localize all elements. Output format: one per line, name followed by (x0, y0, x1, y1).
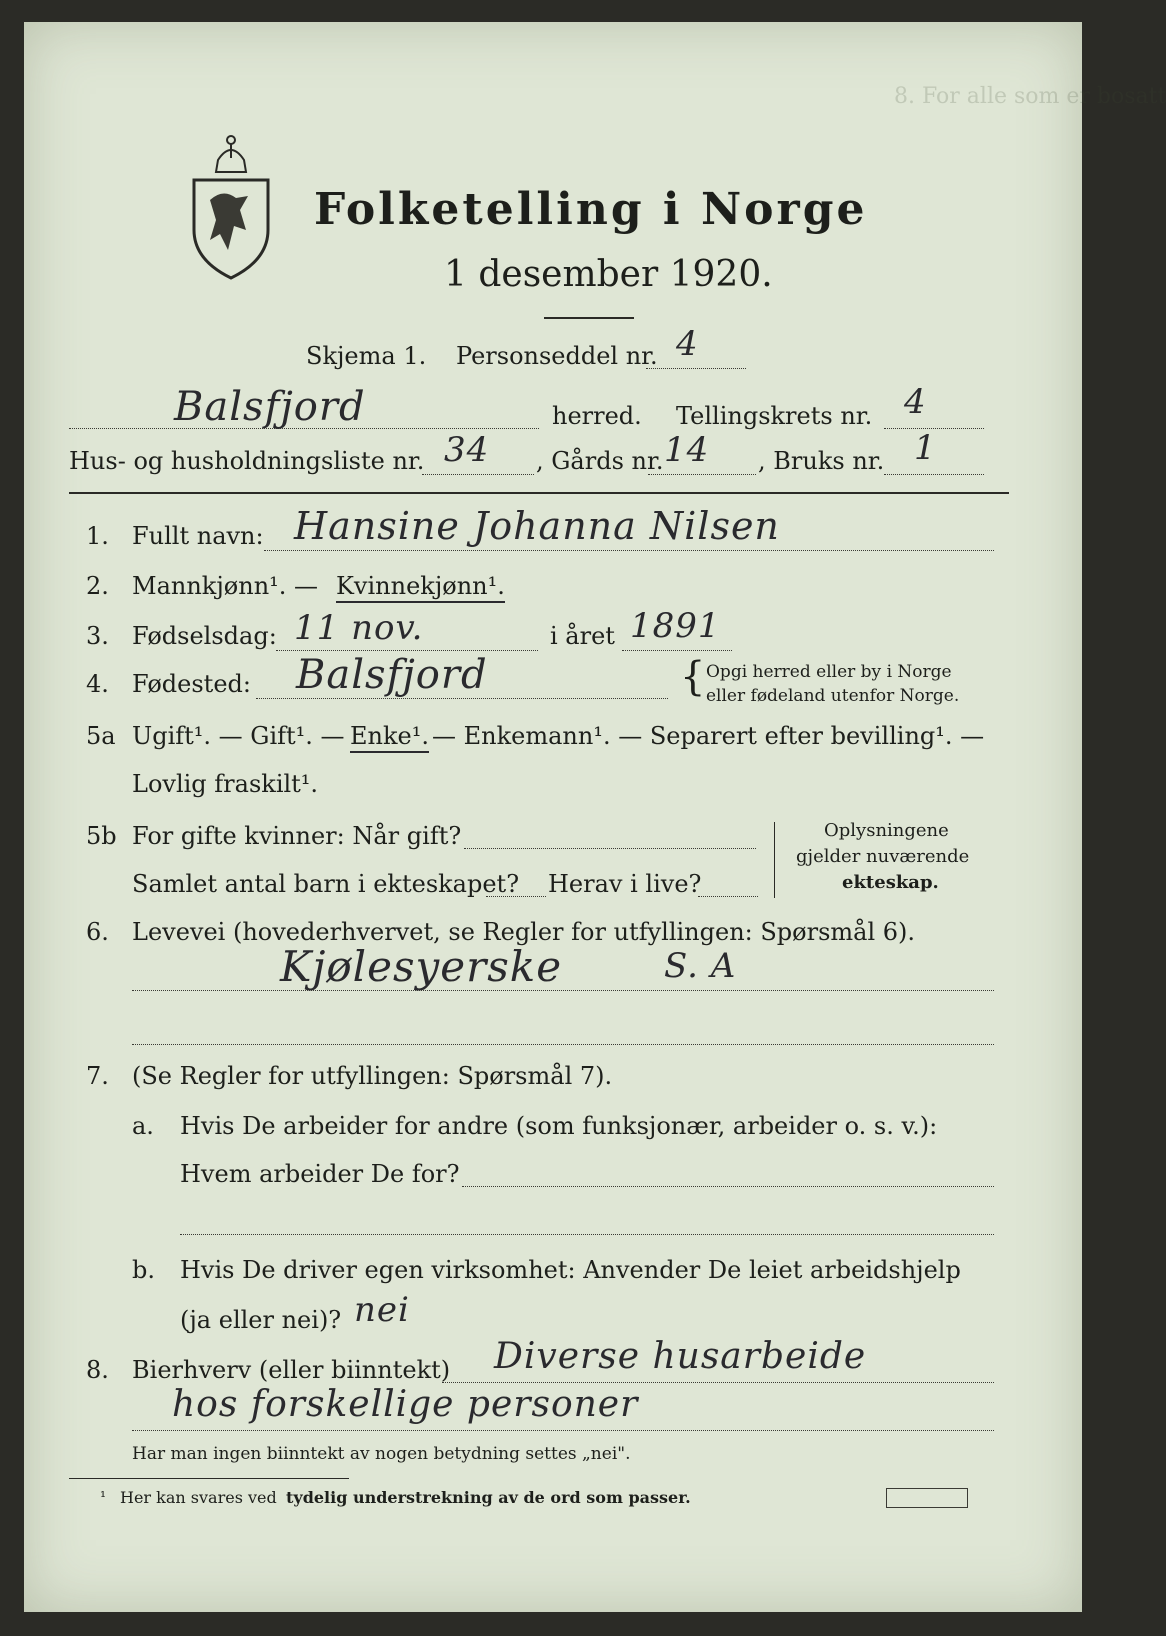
q5b-note-3: ekteskap. (842, 872, 939, 893)
footnote-bold-text: tydelig understrekning av de ord som passer. (286, 1488, 691, 1507)
gards-line (648, 474, 756, 475)
footnote-divider (69, 1478, 349, 1479)
birthday-value: 11 nov. (294, 608, 424, 648)
q6-line-1 (132, 990, 994, 991)
census-form-sheet (24, 22, 1166, 1612)
q6-number: 6. (86, 918, 109, 946)
gards-value: 14 (664, 430, 710, 470)
q1-label: Fullt navn: (132, 522, 264, 550)
q2-kvinne-option (336, 572, 505, 600)
q4-brace: { (680, 654, 706, 700)
form-title: Folketelling i Norge (314, 184, 868, 235)
q5a-enke-underlined: Enke¹. (350, 722, 429, 753)
q4-note-line2: eller fødeland utenfor Norge. (706, 686, 960, 706)
q7a-label: Hvis De arbeider for andre (som funksjonær, arbeider o. s. v.): (180, 1112, 938, 1140)
schema-label: Skjema 1. (306, 342, 427, 370)
q3-line (276, 650, 538, 651)
q5b-note-1: Oplysningene (824, 820, 949, 841)
q8-line-1 (442, 1382, 994, 1383)
q5b-number: 5b (86, 822, 117, 850)
footnote-text: Her kan svares ved (120, 1488, 277, 1507)
q5b-note-2: gjelder nuværende (796, 846, 970, 867)
q7a-line-1 (462, 1186, 994, 1187)
bleed-through-text: 8. For alle som er bosatt (894, 84, 1166, 109)
husliste-label: Hus- og husholdningsliste nr. (69, 447, 425, 475)
personseddel-line (646, 368, 746, 369)
q7b-label-2: (ja eller nei)? (180, 1306, 342, 1334)
herred-value: Balsfjord (174, 384, 366, 430)
q8-line-2 (132, 1430, 994, 1431)
occupation-value: Kjølesyerske (280, 942, 563, 991)
q7b-letter: b. (132, 1256, 155, 1284)
q3-year-line (622, 650, 732, 651)
birth-year-value: 1891 (630, 606, 721, 646)
q5a-options-1: Ugift¹. — Gift¹. — (132, 722, 345, 750)
herred-label: herred. (552, 402, 642, 430)
gards-label: , Gårds nr. (536, 447, 664, 475)
q3-label: Fødselsdag: (132, 622, 277, 650)
form-date: 1 desember 1920. (444, 254, 773, 295)
q4-number: 4. (86, 670, 109, 698)
tellingskrets-label: Tellingskrets nr. (676, 402, 873, 430)
q5b-line-1 (464, 848, 756, 849)
q8-label: Bierhverv (eller biinntekt) (132, 1356, 451, 1384)
occupation-extra: S. A (664, 946, 737, 986)
bruks-label: , Bruks nr. (758, 447, 885, 475)
q7a-line-2 (180, 1234, 994, 1235)
side-income-value-1: Diverse husarbeide (494, 1336, 867, 1377)
tellingskrets-value: 4 (904, 382, 927, 422)
bruks-line (884, 474, 984, 475)
q5a-enke-option (350, 722, 429, 750)
q2-mann-option: Mannkjønn¹. — (132, 572, 319, 600)
q5b-label-1: For gifte kvinner: Når gift? (132, 822, 462, 850)
q3-number: 3. (86, 622, 109, 650)
q4-label: Fødested: (132, 670, 251, 698)
title-divider (544, 317, 634, 319)
q5a-number: 5a (86, 722, 116, 750)
footnote-marker: ¹ (100, 1488, 107, 1506)
q1-line (264, 550, 994, 551)
q2-kvinne-underlined: Kvinnekjønn¹. (336, 572, 505, 603)
header-divider (69, 492, 1009, 494)
full-name-value: Hansine Johanna Nilsen (294, 504, 780, 548)
q2-number: 2. (86, 572, 109, 600)
q5b-line-2 (486, 896, 546, 897)
q4-line (256, 698, 668, 699)
q5b-label-3: Herav i live? (548, 870, 702, 898)
printer-stamp (886, 1488, 968, 1508)
q3-year-label: i året (550, 622, 615, 650)
q5b-label-2: Samlet antal barn i ekteskapet? (132, 870, 520, 898)
side-income-value-2: hos forskellige personer (172, 1384, 639, 1425)
q7-number: 7. (86, 1062, 109, 1090)
q7b-label: Hvis De driver egen virksomhet: Anvender De leiet arbeidshjelp (180, 1256, 961, 1284)
q7a-label-2: Hvem arbeider De for? (180, 1160, 460, 1188)
q6-line-2 (132, 1044, 994, 1045)
q8-number: 8. (86, 1356, 109, 1384)
q7b-value: nei (354, 1290, 410, 1330)
q7a-letter: a. (132, 1112, 154, 1140)
q7-label: (Se Regler for utfyllingen: Spørsmål 7). (132, 1062, 613, 1090)
q5a-options-2: — Enkemann¹. — Separert efter bevilling¹. — (432, 722, 985, 750)
birthplace-value: Balsfjord (296, 652, 488, 698)
q1-number: 1. (86, 522, 109, 550)
husliste-value: 34 (444, 430, 490, 470)
husliste-line (422, 474, 534, 475)
q4-note-line1: Opgi herred eller by i Norge (706, 662, 952, 682)
personseddel-value: 4 (676, 324, 699, 364)
q8-note: Har man ingen biinntekt av nogen betydning settes „nei". (132, 1444, 631, 1464)
q6-label: Levevei (hovederhvervet, se Regler for utfyllingen: Spørsmål 6). (132, 918, 916, 946)
q5b-line-3 (698, 896, 758, 897)
personseddel-label: Personseddel nr. (456, 342, 658, 370)
bruks-value: 1 (914, 428, 937, 468)
q5a-options-3: Lovlig fraskilt¹. (132, 770, 319, 798)
coat-of-arms-icon (188, 130, 274, 280)
q5b-bracket (774, 822, 775, 898)
